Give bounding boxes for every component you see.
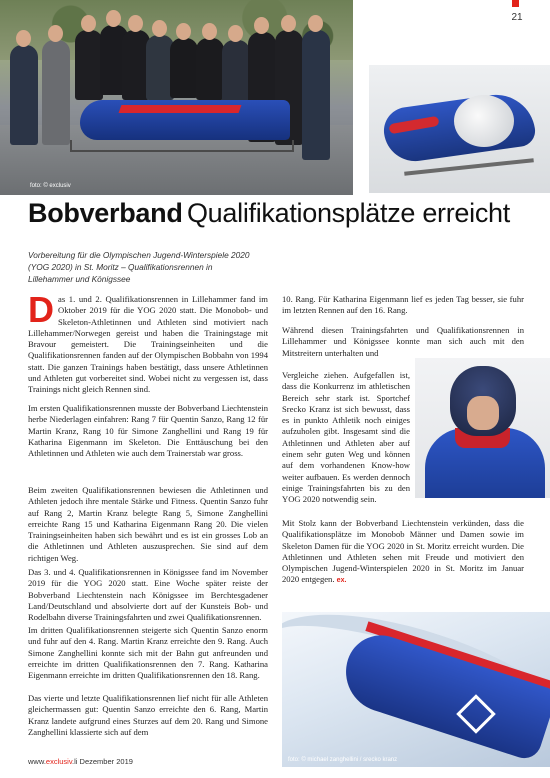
paragraph-intro	[28, 289, 268, 396]
team-photo	[0, 0, 353, 195]
footer-brand: exclusiv	[45, 757, 73, 766]
title-strong: Bobverband	[28, 198, 183, 228]
page-footer	[28, 757, 133, 766]
article-title	[28, 200, 510, 227]
paragraph-2: Im ersten Qualifikationsrennen musste der Bobverband Liechtenstein herbe Niederlagen einfahren: Rang 7 für Quentin Sanzo, Rang 12 für Martin Kranz, Rang 10 für Simone Zanghellini und Rang 19 für Katharina Eigenmann im Skeleton. Die Enttäuschung bei den Athletinnen und Athleten wie auch dem Trainerstab war gross.	[28, 403, 268, 459]
article-subtitle: Vorbereitung für die Olympischen Jugend-Winterspiele 2020 (YOG 2020) in St. Moritz – Qualifikationsrennen in Lillehammer und Königssee	[28, 250, 250, 284]
author-signature: ex.	[336, 577, 347, 585]
paragraph-9-text: Mit Stolz kann der Bobverband Liechtenstein verkünden, dass die Qualifikationsplätze im Monobob Männer und Damen sowie im Skeleton Damen für die YOG 2020 in St. Moritz erreicht wurden. Die Athletinnen und Athleten sehen mit Freude und motiviert den Olympischen Jugend-Winterspielen 2020 in St. Moritz im Januar 2020 entgegen.	[282, 518, 524, 585]
drop-cap: D	[28, 289, 54, 330]
page-marker	[512, 0, 519, 7]
paragraph-1: as 1. und 2. Qualifikationsrennen in Lillehammer fand im Oktober 2019 für die YOG 2020 statt. Die Monobob- und Skeleton-Athletinnen und Athleten sind motiviert nach Lillehammer/Norwegen gereist und haben die Trainingstage mit Bravour gemeistert. Die Trainingseinheiten und die Qualifikationsrennen fanden auf der Olympischen Bobbahn von 1994 statt. Die ganzen Trainings haben bestätigt, dass unsere Athletinnen und Athleten gut vorbereitet sind. Wobei nicht zu vergessen ist, dass Trainings nicht gleich Rennen sind.	[28, 294, 268, 395]
track-photo-credit: foto: © michael zanghellini / srecko kranz	[288, 757, 398, 763]
footer-prefix: www.	[28, 757, 46, 766]
paragraph-5: Im dritten Qualifikationsrennen steigerte sich Quentin Sanzo enorm und fuhr auf den 4. Rang. Martin Kranz erreichte den 9. Rang. Auch Simone Zanghellini konnte sich mit der Bahn gut anfreunden und erreichte im dritten Qualifikationsrennen den 7. Rang. Katharina Eigenmann erreichte im dritten Qualifikationsrennen den 18. Rang.	[28, 625, 268, 681]
page-number: 21	[511, 12, 523, 23]
title-light: Qualifikationsplätze erreicht	[186, 198, 510, 228]
paragraph-4: Das 3. und 4. Qualifikationsrennen in Königssee fand im November 2019 für die YOG 2020 statt. Eine Woche später reiste der Bobverband Liechtenstein nach Königssee im Berchtesgadener Land/Deutschland und absolvierte dort auf der Kunsteis Bob- und Rodelbahn diverse Trainingsfahrten und zwei Qualifikationsrennen.	[28, 567, 268, 623]
paragraph-6: Das vierte und letzte Qualifikationsrennen lief nicht für alle Athleten gleichermassen gut: Quentin Sanzo erreichte den 6. Rang, Martin Kranz landete aufgrund eines Sturzes auf dem 20. Rang und Simone Zanghellini klassierte sich auf dem	[28, 693, 268, 737]
sled-photo	[369, 65, 550, 193]
paragraph-3: Beim zweiten Qualifikationsrennen bewiesen die Athletinnen und Athleten jedoch ihre mentale Stärke und Fitness. Quentin Sanzo fuhr auf Rang 2, Martin Kranz belegte Rang 5, Simone Zanghellini erreichte Rang 15 und Katharina Eigenmann Rang 20. Die vielen Trainingseinheiten haben sich bewährt und es ist ein grosses Lob an die Athletinnen und Athleten auszusprechen. Sie sind auf dem richtigen Weg.	[28, 485, 268, 563]
track-photo	[282, 612, 550, 767]
paragraph-8b: Vergleiche ziehen. Aufgefallen ist, dass die Konkurrenz im athletischen Bereich sehr stark ist. Sportchef Srecko Kranz ist sich bewusst, dass es in punkto Athletik noch einiges aufzuholen gibt. Insgesamt sind die Athletinnen und Athleten aber auf einem sehr guten Weg und können auf dem vorhandenen Know-how weiter aufbauen. Es werden dennoch einige Trainingsfahrten bis zu den YOG 2020 notwendig sein.	[282, 370, 410, 505]
paragraph-8a: Während diesen Trainingsfahrten und Qualifikationsrennen in Lillehammer und Königssee konnte man sich auch mit den Mitstreitern unterhalten und	[282, 325, 524, 358]
paragraph-7: 10. Rang. Für Katharina Eigenmann lief es jeden Tag besser, sie fuhr im letzten Rennen auf den 16. Rang.	[282, 294, 524, 316]
athlete-photo	[415, 358, 550, 498]
footer-date: .li Dezember 2019	[72, 757, 133, 766]
team-photo-credit: foto: © exclusiv	[30, 183, 71, 189]
article-column-1	[28, 289, 268, 396]
paragraph-9	[282, 518, 524, 587]
